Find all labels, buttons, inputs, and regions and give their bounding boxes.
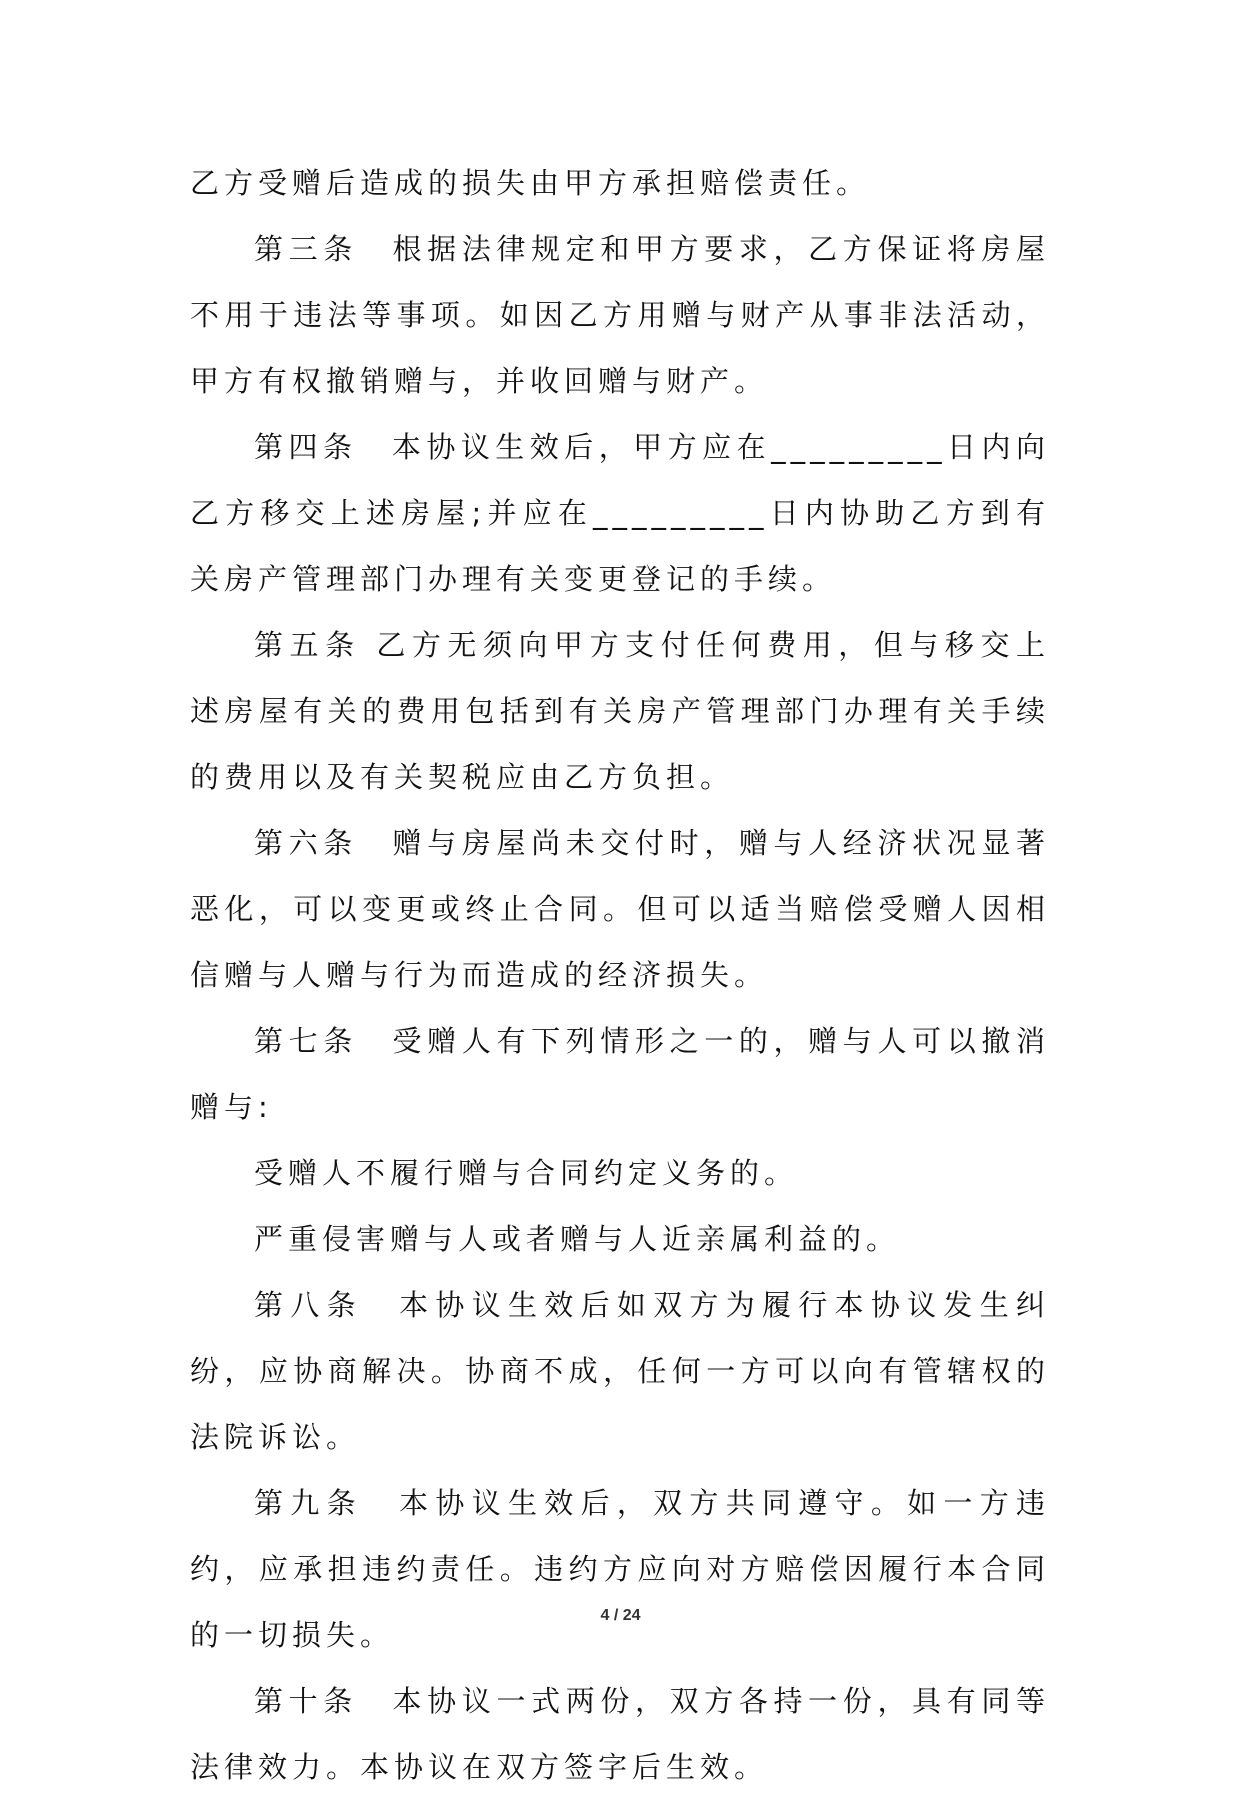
article-3: 第三条 根据法律规定和甲方要求，乙方保证将房屋不用于违法等事项。如因乙方用赠与财产从事非法活动，甲方有权撤销赠与，并收回赠与财产。 xyxy=(190,232,1050,398)
document-body xyxy=(190,150,1050,1800)
paragraph-continuation: 乙方受赠后造成的损失由甲方承担赔偿责任。 xyxy=(190,166,871,200)
article-10: 第十条 本协议一式两份，双方各持一份，具有同等法律效力。本协议在双方签字后生效。 xyxy=(190,1684,1050,1784)
article-6: 第六条 赠与房屋尚未交付时，赠与人经济状况显著恶化，可以变更或终止合同。但可以适当赔偿受赠人因相信赠与人赠与行为而造成的经济损失。 xyxy=(190,826,1050,992)
article-8: 第八条 本协议生效后如双方为履行本协议发生纠纷，应协商解决。协商不成，任何一方可以向有管辖权的法院诉讼。 xyxy=(190,1288,1050,1454)
article-4: 第四条 本协议生效后，甲方应在_________日内向乙方移交上述房屋;并应在_________日内协助乙方到有关房产管理部门办理有关变更登记的手续。 xyxy=(190,430,1050,596)
article-7-item-1: 受赠人不履行赠与合同约定义务的。 xyxy=(254,1156,799,1190)
page-number: 4 / 24 xyxy=(600,1607,641,1624)
article-7-item-2: 严重侵害赠与人或者赠与人近亲属利益的。 xyxy=(254,1222,901,1256)
article-7: 第七条 受赠人有下列情形之一的，赠与人可以撤消赠与: xyxy=(190,1024,1050,1124)
article-5: 第五条 乙方无须向甲方支付任何费用，但与移交上述房屋有关的费用包括到有关房产管理部门办理有关手续的费用以及有关契税应由乙方负担。 xyxy=(190,628,1050,794)
article-9: 第九条 本协议生效后，双方共同遵守。如一方违约，应承担违约责任。违约方应向对方赔偿因履行本合同的一切损失。 xyxy=(190,1486,1050,1652)
